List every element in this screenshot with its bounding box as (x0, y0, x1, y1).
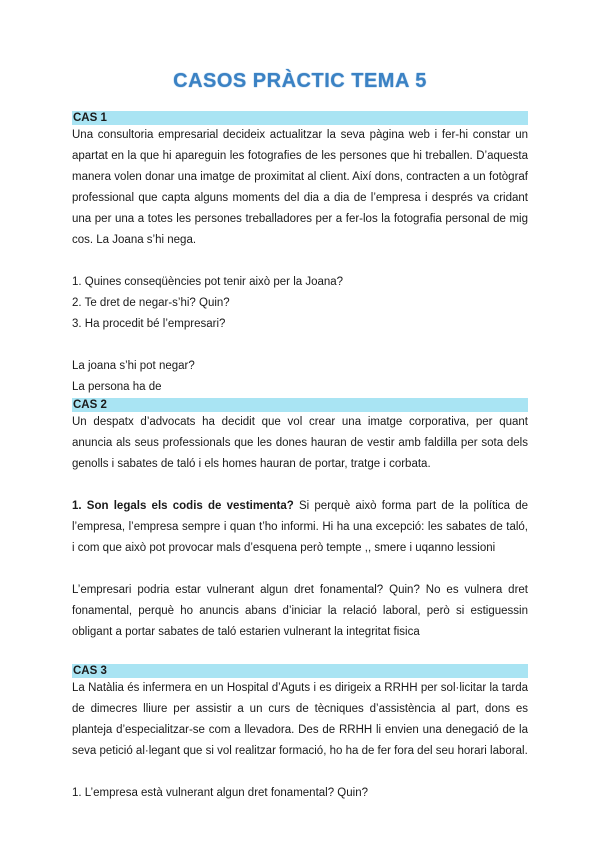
case-1-header: CAS 1 (72, 111, 528, 125)
page-title: CASOS PRÀCTIC TEMA 5 (173, 70, 427, 92)
case-2-header: CAS 2 (72, 398, 528, 412)
case-1-question-3: 3. Ha procedit bé l’empresari? (72, 318, 226, 330)
case-1-text: Una consultoria empresarial decideix actualitzar la seva pàgina web i fer-hi constar un apartat en la que hi apareguin les fotografies de les persones que hi treballen. D’aquesta manera volen donar una imatge de proximitat al client. Així dons, contracten a un fotògraf professional que capta alguns moments del dia a dia de l’empresa i després va cridant una per una a totes les persones treballadores per a fer-los la fotografia personal de mig cos. La Joana s’hi nega. (72, 129, 528, 246)
case-3-text: La Natàlia és infermera en un Hospital d’Aguts i es dirigeix a RRHH per sol·licitar la tarda de dimecres lliure per assistir a un curs de tècniques d’assistència al part, dons es planteja d’especialitzar-se com a llevadora. Des de RRHH li envien una denegació de la seva petició al·legant que si vol realitzar formació, ho ha de fer fora del seu horari laboral. (72, 682, 528, 757)
case-3-question-1: 1. L’empresa està vulnerant algun dret fonamental? Quin? (72, 787, 368, 799)
case-2-question-1 (72, 496, 528, 559)
case-3 (72, 664, 528, 804)
case-1-question-2: 2. Te dret de negar-s’hi? Quin? (72, 297, 230, 309)
case-2-question-1-label: 1. Son legals els codis de vestimenta? (72, 500, 294, 512)
case-3-header: CAS 3 (72, 664, 528, 678)
case-2 (72, 398, 528, 664)
document-page (72, 70, 528, 804)
case-2-question-1-answer: Si perquè això forma part de la política de l’empresa, l’empresa sempre i quan t’ho informi. Hi ha una excepció: les sabates de taló, i com que això pot provocar mals d’esquena però tempte ,, smere i uqanno lessioni (72, 500, 528, 554)
case-1 (72, 111, 528, 398)
case-2-text: Un despatx d’advocats ha decidit que vol crear una imatge corporativa, per quant anuncia als seus professionals que les dones hauran de vestir amb faldilla per sota dels genolls i sabates de taló i els homes hauran de portar, tratge i corbata. (72, 416, 528, 470)
case-2-question-2: L’empresari podria estar vulnerant algun dret fonamental? Quin? No es vulnera dret fonamental, perquè ho anuncis abans d’iniciar la relació laboral, però si estiguessin obligant a portar sabates de taló estarien vulnerant la integritat fisica (72, 584, 528, 638)
case-1-answer-1: La joana s’hi pot negar? (72, 360, 195, 372)
case-1-question-1: 1. Quines conseqüències pot tenir això per la Joana? (72, 276, 344, 288)
case-1-answer-2: La persona ha de (72, 381, 162, 393)
